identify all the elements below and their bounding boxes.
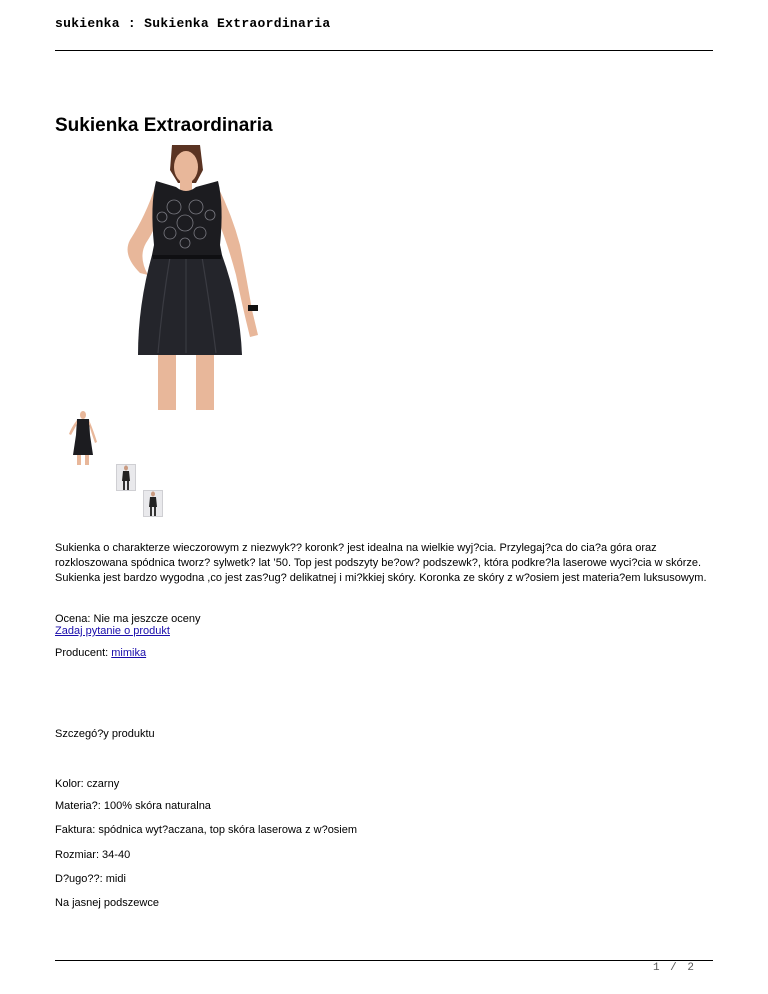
page-number: 1 / 2 [652, 962, 696, 974]
producer-label: Producent: [55, 647, 112, 659]
running-title: sukienka : Sukienka Extraordinaria [55, 16, 331, 31]
dress-thumbnail-model[interactable] [116, 464, 136, 491]
spec-color: Kolor: czarny [55, 778, 120, 790]
product-description: Sukienka o charakterze wieczorowym z niezwyk?? koronk? jest idealna na wielkie wyj?cia. Przylegaj?ca do cia?a góra oraz rozkloszowana spódnica tworz? sylwetk? lat ’50. Top jest podszyty be?ow? podszewk?, która podkre?la laserowe wyci?cia w skórze. Sukienka jest bardzo wygodna ,co jest zas?ug? delikatnej i mi?kkiej skóry. Koronka ze skóry z w?osiem jest materia?em luksusowym. [55, 542, 707, 584]
rating-label: Ocena: Nie ma jeszcze oceny [55, 613, 201, 625]
ask-question-row [55, 624, 170, 639]
producer-link[interactable]: mimika [111, 647, 147, 659]
details-heading: Szczegó?y produktu [55, 728, 155, 740]
spec-length: D?ugo??: midi [55, 873, 126, 885]
dress-photo[interactable] [100, 145, 270, 410]
producer-row [55, 646, 146, 661]
dress-thumbnail-front[interactable] [63, 410, 103, 465]
footer-rule [55, 960, 713, 961]
spec-material: Materia?: 100% skóra naturalna [55, 800, 211, 812]
spec-lining: Na jasnej podszewce [55, 897, 159, 909]
product-title: Sukienka Extraordinaria [55, 115, 273, 136]
ask-question-link[interactable]: Zadaj pytanie o produkt [55, 625, 170, 637]
header-rule [55, 50, 713, 51]
spec-size: Rozmiar: 34-40 [55, 849, 131, 861]
dress-thumbnail-model-side[interactable] [143, 490, 163, 517]
spec-texture: Faktura: spódnica wyt?aczana, top skóra laserowa z w?osiem [55, 824, 358, 836]
